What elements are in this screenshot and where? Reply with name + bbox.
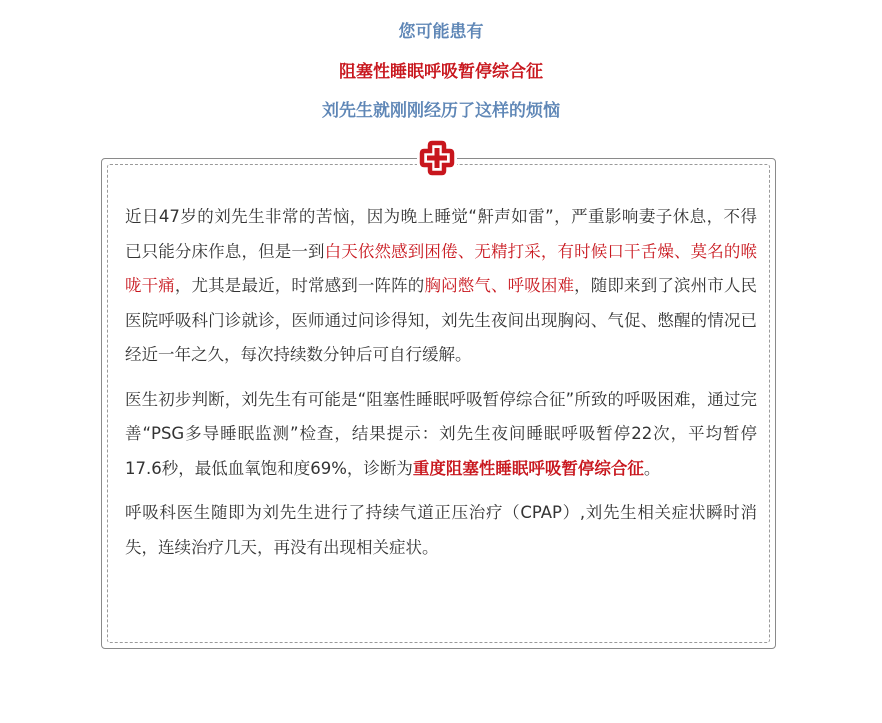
disease-title: 阻塞性睡眠呼吸暂停综合征 (339, 62, 543, 82)
symptoms-text-3: ，随即来到了滨州市人民医院呼吸科门诊就诊，医师通过问诊得知，刘先生夜间出现胸闷、气促、憋醒的情况已经近一年之久，每次持续数分钟后可自行缓解。 (125, 276, 758, 364)
treatment-text: 呼吸科医生随即为刘先生进行了持续气道正压治疗（CPAP）,刘先生相关症状瞬时消失，连续治疗几天，再没有出现相关症状。 (125, 503, 757, 557)
paragraph-treatment (125, 496, 757, 565)
article-body (125, 200, 757, 575)
paragraph-symptoms (125, 200, 757, 373)
paragraph-diagnosis (125, 383, 757, 487)
diagnosis-text-1: 医生初步判断，刘先生有可能是“阻塞性睡眠呼吸暂停综合征”所致的呼吸困难，通过完善“PSG多导睡眠监测”检查，结果提示：刘先生夜间睡眠呼吸暂停22次，平均暂停17.6秒，最低血氧饱和度69%，诊断为 (125, 389, 757, 478)
subtitle-story: 刘先生就刚刚经历了这样的烦恼 (322, 101, 560, 121)
daytime-symptoms-highlight: 白天依然感到困倦、无精打采，有时候口干舌燥、莫名的喉咙干痛 (125, 241, 758, 295)
diagnosis-text-2: 。 (643, 458, 661, 478)
medical-cross-icon (417, 140, 457, 176)
diagnosis-highlight: 重度阻塞性睡眠呼吸暂停综合征 (412, 458, 644, 478)
symptoms-text-1: 近日47岁的刘先生非常的苦恼，因为晚上睡觉“鼾声如雷”，严重影响妻子休息，不得已只能分床作息，但是一到 (125, 207, 757, 261)
subtitle-intro: 您可能患有 (398, 22, 484, 42)
chest-symptoms-highlight: 胸闷憋气、呼吸困难 (424, 276, 575, 295)
symptoms-text-2: ，尤其是最近，时常感到一阵阵的 (174, 276, 425, 295)
